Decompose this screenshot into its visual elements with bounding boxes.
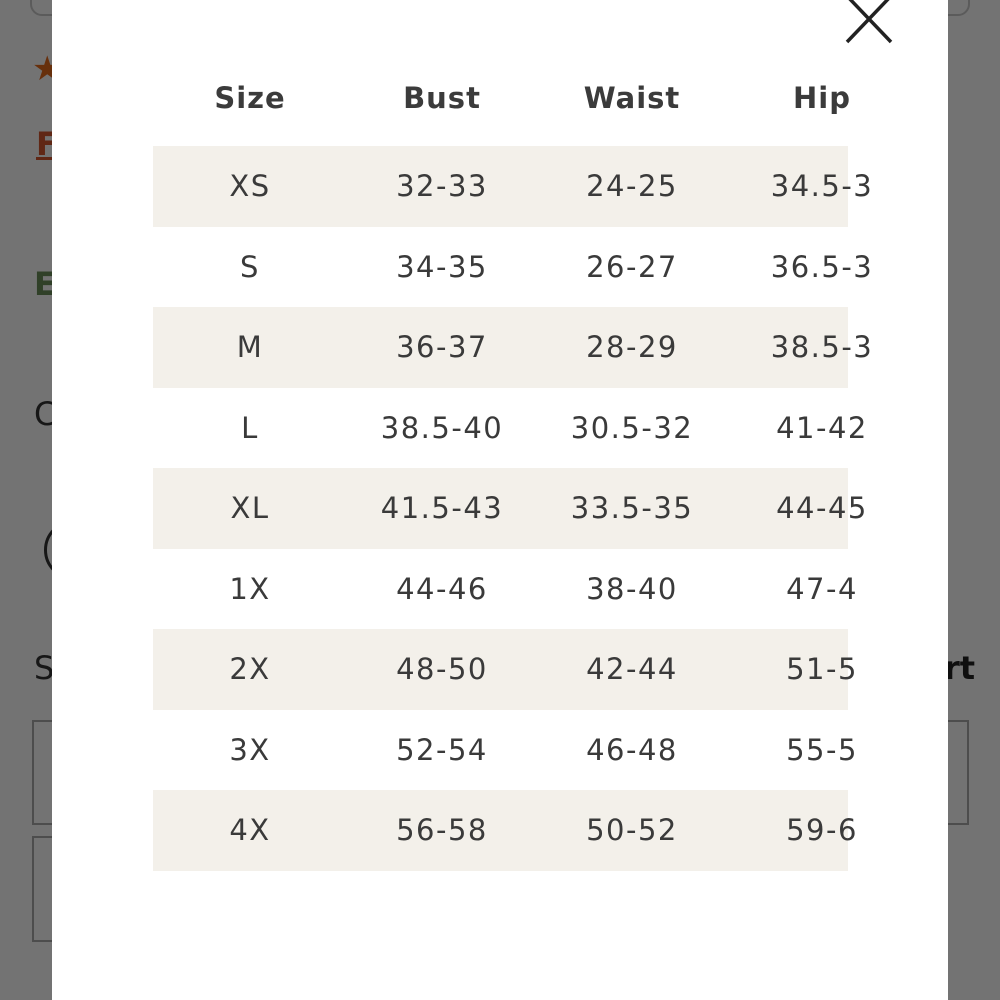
- cell-bust: 38.5-40: [380, 410, 504, 445]
- cell-hip: 41-42: [776, 410, 868, 445]
- cell-bust: 52-54: [396, 732, 488, 767]
- cell-bust: 36-37: [396, 330, 488, 365]
- cell-hip: 44-45: [776, 491, 868, 526]
- table-row: [153, 388, 868, 469]
- cell-waist: 50-52: [586, 813, 678, 848]
- cell-bust: 34-35: [396, 249, 488, 284]
- table-row: [153, 146, 874, 227]
- cell-waist: 38-40: [586, 571, 678, 606]
- table-row: [153, 227, 874, 308]
- cell-size: 2X: [229, 652, 271, 687]
- cell-waist: 24-25: [586, 169, 678, 204]
- cell-size: 4X: [229, 813, 271, 848]
- cell-size: S: [240, 249, 260, 284]
- cell-hip: 59-6: [786, 813, 858, 848]
- cell-bust: 41.5-43: [380, 491, 504, 526]
- cell-size: 1X: [229, 571, 271, 606]
- cell-hip: 55-5: [786, 732, 858, 767]
- cell-hip: 51-5: [786, 652, 858, 687]
- table-row: [153, 629, 858, 710]
- header-bust: Bust: [403, 81, 481, 115]
- cell-waist: 33.5-35: [570, 491, 694, 526]
- cell-size: L: [241, 410, 259, 445]
- header-hip: Hip: [793, 81, 851, 115]
- cell-size: M: [236, 330, 264, 365]
- table-header-row: [153, 50, 851, 146]
- cell-waist: 28-29: [586, 330, 678, 365]
- cell-hip: 38.5-3: [770, 330, 874, 365]
- size-chart-modal: [52, 0, 948, 1000]
- table-row: [153, 307, 874, 388]
- table-row: [153, 790, 858, 871]
- table-row: [153, 549, 858, 630]
- header-waist: Waist: [583, 81, 681, 115]
- cell-size: XL: [230, 491, 270, 526]
- cell-hip: 47-4: [786, 571, 858, 606]
- header-size: Size: [214, 81, 286, 115]
- cell-bust: 48-50: [396, 652, 488, 687]
- cell-bust: 32-33: [396, 169, 488, 204]
- cell-bust: 56-58: [396, 813, 488, 848]
- close-icon: [842, 0, 898, 46]
- cell-bust: 44-46: [396, 571, 488, 606]
- cell-waist: 30.5-32: [570, 410, 694, 445]
- cell-size: XS: [229, 169, 271, 204]
- cell-waist: 42-44: [586, 652, 678, 687]
- table-row: [153, 468, 868, 549]
- table-row: [153, 710, 858, 791]
- cell-hip: 34.5-3: [770, 169, 874, 204]
- size-chart-table: [153, 50, 874, 871]
- cell-waist: 46-48: [586, 732, 678, 767]
- cell-waist: 26-27: [586, 249, 678, 284]
- cell-size: 3X: [229, 732, 271, 767]
- close-button[interactable]: [842, 0, 898, 46]
- cell-hip: 36.5-3: [770, 249, 874, 284]
